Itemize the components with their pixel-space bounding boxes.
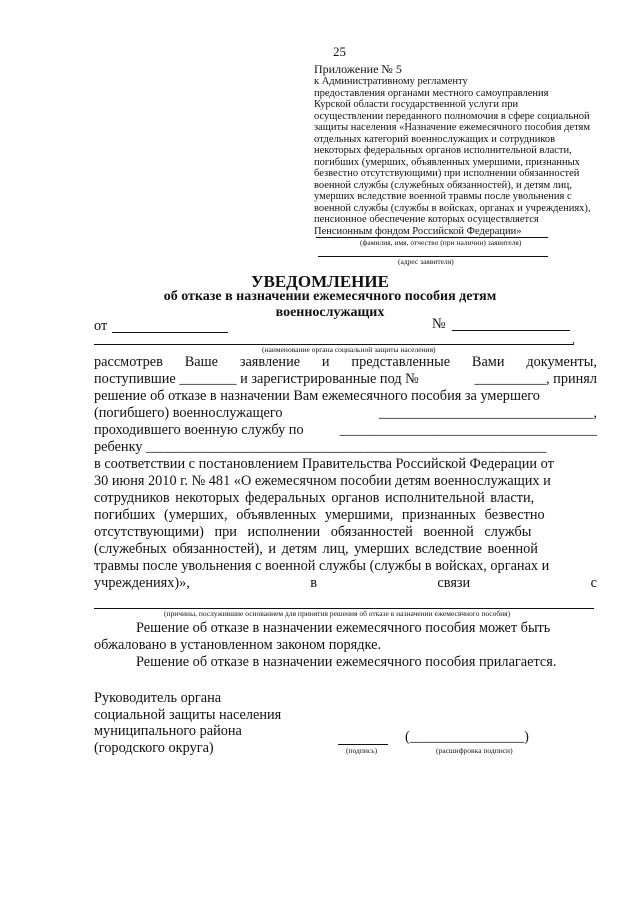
appendix-block xyxy=(314,62,591,237)
body-line-13: травмы после увольнения с военной службы (службы в войсках, органах и xyxy=(94,558,550,574)
body-line-6[interactable]: ребенку ________________________________________________________ xyxy=(94,439,547,455)
word: с xyxy=(590,575,597,591)
appendix-line: военной службы (службы в войсках, органах и учреждениях), xyxy=(314,202,591,214)
deceased-serviceman-field[interactable]: ______________________________, xyxy=(378,405,597,421)
appendix-line: Курской области государственной услуги при xyxy=(314,99,519,110)
text-segment: (погибшего) военнослужащего xyxy=(94,405,283,421)
appendix-line: умерших вследствие военной травмы после увольнения с xyxy=(314,191,572,202)
appendix-line: предоставления органами местного самоуправления xyxy=(314,87,549,99)
organ-line-comma: , xyxy=(572,334,575,346)
body-line-1 xyxy=(94,354,597,371)
body-line-10: погибших (умерших, объявленных умершими, признанных безвестно xyxy=(94,507,545,523)
reason-caption: (причины, послужившие основанием для принятия решения об отказе в назначении ежемесячного пособия) xyxy=(164,609,511,618)
number-label: № xyxy=(432,316,446,332)
appeal-line-1: Решение об отказе в назначении ежемесячного пособия может быть xyxy=(136,620,551,636)
body-line-14 xyxy=(94,575,597,592)
head-signature-block xyxy=(94,690,281,756)
body-line-5 xyxy=(94,422,597,439)
appendix-line: некоторых федеральных органов исполнительной власти, xyxy=(314,145,572,156)
body-line-9: сотрудников некоторых федеральных органов исполнительной власти, xyxy=(94,490,535,506)
signature-caption: (подпись) xyxy=(346,746,378,755)
from-label: от xyxy=(94,318,108,334)
appendix-line: к Административному регламенту xyxy=(314,76,468,87)
appendix-line: Приложение № 5 xyxy=(314,62,402,76)
signature-transcript-field[interactable]: (________________) xyxy=(405,729,529,745)
body-line-4 xyxy=(94,405,597,422)
body-line-2 xyxy=(94,371,597,388)
appendix-line: осуществлении переданного полномочия в сфере социальной xyxy=(314,110,590,122)
document-title: УВЕДОМЛЕНИЕ xyxy=(251,272,389,291)
word: Ваше xyxy=(184,354,218,370)
word: представленные xyxy=(351,354,451,370)
head-line: (городского округа) xyxy=(94,739,214,756)
text-segment: проходившего военную службу по xyxy=(94,422,304,438)
head-line: социальной защиты населения xyxy=(94,706,282,723)
appendix-line: военной службы (служебных обязанностей), и детям лиц, xyxy=(314,179,572,191)
word: рассмотрев xyxy=(94,354,163,370)
appendix-line: отдельных категорий военнослужащих и сотрудников xyxy=(314,133,556,145)
date-field[interactable] xyxy=(112,332,228,333)
word: и xyxy=(321,354,330,370)
appendix-line: пенсионное обеспечение которых осуществляется xyxy=(314,214,539,225)
body-line-3: решение об отказе в назначении Вам ежемесячного пособия за умершего xyxy=(94,388,540,404)
appendix-line: безвестно отсутствующими) при исполнении обязанностей xyxy=(314,168,580,179)
page-number: 25 xyxy=(333,44,346,59)
word: заявление xyxy=(239,354,301,370)
head-line: Руководитель органа xyxy=(94,690,222,706)
service-field[interactable]: ____________________________________ xyxy=(339,422,597,438)
appendix-line: погибших (умерших, объявленных умершими, признанных xyxy=(314,156,580,168)
number-field[interactable] xyxy=(452,330,570,331)
text-segment: __________, принял xyxy=(474,371,597,387)
transcript-caption: (расшифровка подписи) xyxy=(436,746,513,755)
word: в xyxy=(310,575,318,591)
word: Вами xyxy=(471,354,505,370)
appeal-line-2: обжаловано в установленном законом порядке. xyxy=(94,637,382,653)
applicant-address-caption: (адрес заявителя) xyxy=(398,257,454,266)
attachment-note: Решение об отказе в назначении ежемесячного пособия прилагается. xyxy=(136,654,557,670)
word: учреждениях)», xyxy=(94,575,190,591)
appendix-line: Пенсионным фондом Российской Федерации» xyxy=(314,225,522,237)
word: документы, xyxy=(526,354,597,370)
appendix-line: защиты населения «Назначение ежемесячного пособия детям xyxy=(314,122,591,133)
word: связи xyxy=(437,575,471,591)
signature-line[interactable] xyxy=(338,744,388,745)
body-line-8: 30 июня 2010 г. № 481 «О ежемесячном пособии детям военнослужащих и xyxy=(94,473,551,489)
organ-caption: (наименование органа социальной защиты населения) xyxy=(262,345,436,354)
document-subtitle: об отказе в назначении ежемесячного пособия детям военнослужащих xyxy=(163,289,497,320)
body-line-12: (служебных обязанностей), и детям лиц, умерших вследствие военной xyxy=(94,541,538,557)
body-line-11: отсутствующими) при исполнении обязанностей военной службы xyxy=(94,524,532,540)
applicant-name-caption: (фамилия, имя, отчество (при наличии) заявителя) xyxy=(360,238,522,247)
text-segment: поступившие ________ и зарегистрированные под № xyxy=(94,371,419,387)
body-line-7: в соответствии с постановлением Правительства Российской Федерации от xyxy=(94,456,554,472)
head-line: муниципального района xyxy=(94,723,242,739)
